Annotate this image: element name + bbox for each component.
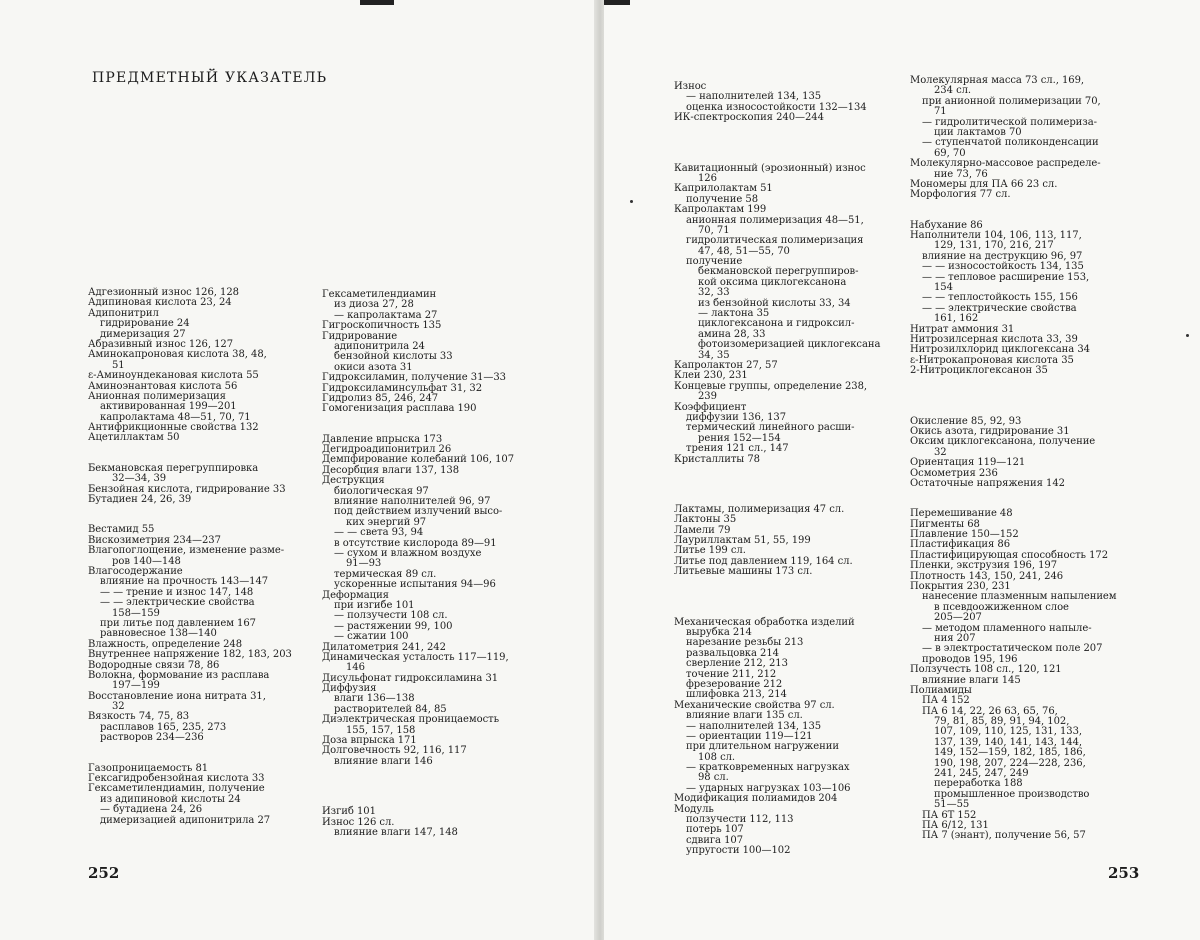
index-entry: оценка износостойкости 132—134 — [686, 101, 867, 113]
index-entry: — ползучести 108 сл. — [334, 610, 448, 622]
index-entry: гидролитическая полимеризация — [686, 235, 864, 247]
entry-gap — [674, 144, 896, 164]
index-entry: шлифовка 213, 214 — [686, 689, 787, 701]
index-entry: влияние влаги 135 сл. — [686, 710, 803, 722]
index-entry: 205—207 — [934, 612, 982, 624]
index-entry: ние 73, 76 — [934, 168, 988, 180]
index-entry: биологическая 97 — [334, 485, 429, 497]
index-entry: — — электрические свойства — [100, 597, 255, 609]
index-entry: Перемешивание 48 — [910, 508, 1013, 520]
entry-gap — [322, 787, 548, 807]
index-entry: кой оксима циклогексанона — [698, 276, 847, 288]
index-entry: Молекулярная масса 73 сл., 169, — [910, 75, 1085, 86]
right-page — [604, 0, 1200, 940]
index-entry: — сухом и влажном воздухе — [334, 547, 482, 559]
index-entry: Плотность 143, 150, 241, 246 — [910, 570, 1064, 582]
index-entry: расплавов 165, 235, 273 — [100, 721, 227, 733]
index-entry: Газопроницаемость 81 — [88, 762, 209, 774]
entry-gap — [88, 444, 310, 464]
index-entry: 149, 152—159, 182, 185, 186, — [934, 747, 1086, 759]
index-entry: циклогексанона и гидроксил- — [698, 318, 855, 330]
index-entry: упругости 100—102 — [686, 845, 791, 857]
index-entry: термическая 89 сл. — [334, 568, 437, 580]
index-entry: 2-Нитроциклогексанон 35 — [910, 365, 1048, 377]
index-entry: Диэлектрическая проницаемость — [322, 714, 499, 726]
index-entry: влияние влаги 147, 148 — [334, 826, 458, 838]
index-entry: 154 — [934, 282, 953, 294]
index-entry: ПА 4 152 — [922, 695, 970, 707]
index-entry: — гидролитической полимериза- — [922, 116, 1097, 128]
index-entry: из диоза 27, 28 — [334, 299, 414, 311]
index-entry: Вискозиметрия 234—237 — [88, 534, 221, 546]
index-entry: Бензойная кислота, гидрирование 33 — [88, 483, 286, 495]
index-entry: Капролактам 199 — [674, 204, 767, 216]
index-entry: развальцовка 214 — [686, 647, 779, 659]
index-entry: — бутадиена 24, 26 — [100, 804, 203, 816]
index-entry: Кристаллиты 78 — [674, 453, 760, 465]
index-entry: Деформация — [322, 589, 389, 601]
index-entry: 70, 71 — [698, 224, 730, 236]
index-entry: Гидроксиламин, получение 31—33 — [322, 372, 506, 384]
entry-gap — [910, 201, 1136, 221]
index-entry: равновесное 138—140 — [100, 628, 217, 640]
index-entry: Гексаметилендиамин — [322, 289, 437, 300]
index-entry: 234 сл. — [934, 85, 972, 97]
scan-speck — [1186, 334, 1189, 337]
index-entry: 190, 198, 207, 224—228, 236, — [934, 757, 1086, 769]
index-entry: растворов 234—236 — [100, 732, 204, 744]
index-entry: Внутреннее напряжение 182, 183, 203 — [88, 649, 292, 661]
index-entry: при изгибе 101 — [334, 599, 415, 611]
index-entry: Волокна, формование из расплава — [88, 669, 270, 681]
index-entry: 197—199 — [112, 680, 160, 692]
index-entry: — наполнителей 134, 135 — [686, 91, 822, 103]
index-entry: — — света 93, 94 — [334, 527, 424, 539]
index-entry: капролактама 48—51, 70, 71 — [100, 411, 251, 423]
index-entry: трения 121 сл., 147 — [686, 443, 789, 455]
index-entry: Бутадиен 24, 26, 39 — [88, 494, 192, 506]
index-entry: Гидролиз 85, 246, 247 — [322, 392, 439, 404]
index-entry: димеризацией адипонитрила 27 — [100, 814, 271, 826]
index-entry: Влагосодержание — [88, 565, 183, 577]
index-entry: нанесение плазменным напылением — [922, 591, 1117, 603]
index-entry: — ориентации 119—121 — [686, 730, 813, 742]
index-entry: Антифрикционные свойства 132 — [88, 422, 259, 434]
index-entry: Лауриллактам 51, 55, 199 — [674, 535, 811, 547]
index-entry: Влагопоглощение, изменение разме- — [88, 545, 285, 557]
index-entry: — ступенчатой поликонденсации — [922, 137, 1099, 149]
index-entry: Пленки, экструзия 196, 197 — [910, 560, 1058, 572]
index-entry: Молекулярно-массовое распределе- — [910, 158, 1101, 170]
index-entry: ции лактамов 70 — [934, 126, 1022, 138]
index-entry: диффузии 136, 137 — [686, 411, 787, 423]
index-entry: — в электростатическом поле 207 — [922, 643, 1103, 655]
index-entry: Давление впрыска 173 — [322, 433, 443, 445]
index-entry: Долговечность 92, 116, 117 — [322, 745, 467, 757]
entry-gap — [88, 744, 310, 764]
index-entry: Литье под давлением 119, 164 сл. — [674, 555, 853, 567]
index-entry: Набухание 86 — [910, 219, 983, 231]
entry-gap — [322, 415, 548, 435]
index-entry: Износ 126 сл. — [322, 816, 395, 828]
index-entry: бензойной кислоты 33 — [334, 351, 453, 363]
entry-gap — [910, 397, 1136, 417]
index-entry: Дегидроадипонитрил 26 — [322, 444, 452, 456]
index-entry: Нитрозилсерная кислота 33, 39 — [910, 333, 1078, 345]
index-entry: Аминокапроновая кислота 38, 48, — [88, 349, 267, 361]
index-entry: при длительном нагружении — [686, 741, 839, 753]
page-number-right: 253 — [1108, 864, 1140, 882]
index-entry: 32—34, 39 — [112, 473, 167, 485]
index-entry: 241, 245, 247, 249 — [934, 768, 1029, 780]
index-entry: из бензойной кислоты 33, 34 — [698, 297, 851, 309]
index-entry: Абразивный износ 126, 127 — [88, 338, 234, 350]
index-entry: ПА 6Т 152 — [922, 809, 977, 821]
index-entry: Покрытия 230, 231 — [910, 581, 1011, 593]
index-entry: 239 — [698, 391, 717, 403]
index-entry: Механические свойства 97 сл. — [674, 699, 835, 711]
index-entry: Адипиновая кислота 23, 24 — [88, 297, 232, 309]
index-entry: Ламели 79 — [674, 524, 731, 536]
index-entry: — лактона 35 — [698, 308, 770, 320]
index-entry: Гексагидробензойная кислота 33 — [88, 773, 265, 785]
index-entry: Анионная полимеризация — [88, 390, 226, 402]
index-entry: Литье 199 сл. — [674, 545, 746, 557]
index-entry: промышленное производство — [934, 788, 1090, 800]
index-entry: ров 140—148 — [112, 555, 181, 567]
entry-gap — [674, 598, 896, 618]
index-entry: Модуль — [674, 803, 714, 815]
index-entry: Адгезионный износ 126, 128 — [88, 287, 239, 298]
entry-gap — [674, 578, 896, 598]
index-entry: Морфология 77 сл. — [910, 189, 1011, 201]
index-entry: Вестамид 55 — [88, 524, 155, 536]
index-entry: Изгиб 101 — [322, 806, 376, 818]
index-entry: Износ — [674, 81, 707, 92]
index-entry: — — износостойкость 134, 135 — [922, 261, 1084, 273]
index-entry: Гексаметилендиамин, получение — [88, 783, 265, 795]
index-entry: Пластифицирующая способность 172 — [910, 549, 1109, 561]
index-entry: — сжатии 100 — [334, 631, 409, 643]
index-entry: Дисульфонат гидроксиламина 31 — [322, 672, 499, 684]
entry-gap — [88, 505, 310, 525]
scan-speck — [630, 200, 633, 203]
index-entry: Дилатометрия 241, 242 — [322, 641, 446, 653]
index-entry: Каприлолактам 51 — [674, 183, 773, 195]
index-entry: Осмометрия 236 — [910, 467, 998, 479]
index-entry: 98 сл. — [698, 772, 729, 784]
index-entry: Концевые группы, определение 238, — [674, 380, 868, 392]
entry-gap — [674, 124, 896, 144]
index-entry: Мономеры для ПА 66 23 сл. — [910, 178, 1058, 190]
index-entry: влаги 136—138 — [334, 693, 415, 705]
index-entry: 71 — [934, 106, 947, 118]
scan-top-mark — [604, 0, 630, 5]
index-entry: Демпфирование колебаний 106, 107 — [322, 454, 515, 466]
index-entry: сдвига 107 — [686, 834, 744, 846]
index-entry: бекмановской перегруппиров- — [698, 266, 859, 278]
index-entry: — ударных нагрузках 103—106 — [686, 782, 851, 794]
index-column-2 — [322, 290, 548, 838]
index-entry: димеризация 27 — [100, 328, 186, 340]
index-entry: ких энергий 97 — [346, 516, 427, 528]
index-entry: анионная полимеризация 48—51, — [686, 214, 864, 226]
index-entry: влияние наполнителей 96, 97 — [334, 496, 491, 508]
index-entry: 137, 139, 140, 141, 143, 144, — [934, 736, 1083, 748]
index-entry: Аминоэнантовая кислота 56 — [88, 380, 238, 392]
index-entry: Полиамиды — [910, 684, 972, 696]
index-entry: Окись азота, гидрирование 31 — [910, 425, 1070, 437]
index-entry: фотоизомеризацией циклогексана — [698, 339, 881, 351]
entry-gap — [322, 767, 548, 787]
index-entry: Коэффициент — [674, 401, 747, 413]
index-entry: 34, 35 — [698, 349, 730, 361]
index-entry: Лактамы, полимеризация 47 сл. — [674, 503, 845, 515]
index-entry: Ориентация 119—121 — [910, 457, 1026, 469]
index-entry: — наполнителей 134, 135 — [686, 720, 822, 732]
left-page — [0, 0, 596, 940]
index-entry: в псевдоожиженном слое — [934, 601, 1069, 613]
index-entry: Диффузия — [322, 683, 377, 695]
index-entry: нарезание резьбы 213 — [686, 637, 804, 649]
index-entry: 32 — [934, 446, 947, 458]
index-entry: точение 211, 212 — [686, 668, 777, 680]
index-entry: в отсутствие кислорода 89—91 — [334, 537, 497, 549]
index-entry: Гидрирование — [322, 330, 398, 342]
index-entry: амина 28, 33 — [698, 328, 766, 340]
index-entry: вырубка 214 — [686, 627, 752, 639]
index-entry: Водородные связи 78, 86 — [88, 659, 220, 671]
entry-gap — [910, 489, 1136, 509]
index-entry: ускоренные испытания 94—96 — [334, 579, 496, 591]
entry-gap — [910, 377, 1136, 397]
index-entry: Влажность, определение 248 — [88, 638, 243, 650]
index-entry: 79, 81, 85, 89, 91, 94, 102, — [934, 716, 1070, 728]
index-entry: Модификация полиамидов 204 — [674, 793, 838, 805]
index-entry: ПА 6 14, 22, 26 63, 65, 76, — [922, 705, 1058, 717]
index-entry: Деструкция — [322, 475, 385, 487]
index-entry: 51 — [112, 359, 125, 371]
index-entry: — кратковременных нагрузках — [686, 762, 850, 774]
index-entry: — — трение и износ 147, 148 — [100, 586, 254, 598]
index-entry: Восстановление иона нитрата 31, — [88, 690, 266, 702]
index-entry: 51—55 — [934, 799, 970, 811]
entry-gap — [674, 485, 896, 505]
index-entry: 161, 162 — [934, 313, 979, 325]
index-entry: ПА 6/12, 131 — [922, 820, 989, 831]
index-entry: 91—93 — [346, 558, 382, 570]
index-entry: 69, 70 — [934, 147, 966, 159]
index-entry: Пигменты 68 — [910, 518, 980, 530]
index-entry: адипонитрила 24 — [334, 340, 425, 352]
index-entry: Вязкость 74, 75, 83 — [88, 711, 190, 723]
index-entry: фрезерование 212 — [686, 678, 783, 690]
index-column-3 — [674, 82, 896, 857]
index-entry: 126 — [698, 172, 717, 184]
index-entry: гидрирование 24 — [100, 318, 190, 330]
index-entry: — растяжении 99, 100 — [334, 620, 453, 632]
index-entry: Клеи 230, 231 — [674, 370, 748, 382]
index-entry: влияние влаги 145 — [922, 674, 1021, 686]
index-entry: Остаточные напряжения 142 — [910, 477, 1065, 489]
index-entry: Десорбция влаги 137, 138 — [322, 464, 460, 476]
index-entry: Пластификация 86 — [910, 539, 1011, 551]
index-entry: Лактоны 35 — [674, 514, 737, 526]
index-entry: влияние на деструкцию 96, 97 — [922, 250, 1083, 262]
index-entry: ε-Аминоундекановая кислота 55 — [88, 370, 259, 382]
index-entry: ε-Нитрокапроновая кислота 35 — [910, 354, 1074, 366]
page-number-left: 252 — [88, 864, 120, 882]
index-entry: Гомогенизация расплава 190 — [322, 403, 477, 415]
index-entry: Кавитационный (эрозионный) износ — [674, 162, 866, 174]
index-entry: 146 — [346, 662, 365, 674]
index-entry: 107, 109, 110, 125, 131, 133, — [934, 726, 1083, 738]
index-entry: Капролактон 27, 57 — [674, 359, 778, 371]
index-entry: из адипиновой кислоты 24 — [100, 793, 241, 805]
index-entry: растворителей 84, 85 — [334, 703, 447, 715]
index-entry: — методом пламенного напыле- — [922, 622, 1092, 634]
index-entry: — капролактама 27 — [334, 309, 438, 321]
entry-gap — [674, 465, 896, 485]
index-entry: при литье под давлением 167 — [100, 617, 256, 629]
index-entry: 32 — [112, 701, 125, 713]
index-entry: Ацетиллактам 50 — [88, 432, 180, 444]
index-entry: Гидроксиламинсульфат 31, 32 — [322, 382, 483, 394]
index-entry: потерь 107 — [686, 824, 744, 836]
index-entry: Нитрозилхлорид циклогексана 34 — [910, 344, 1090, 356]
index-entry: Плавление 150—152 — [910, 529, 1019, 541]
index-entry: Доза впрыска 171 — [322, 735, 417, 747]
index-entry: 32, 33 — [698, 287, 730, 299]
index-entry: Адипонитрил — [88, 307, 159, 319]
index-entry: 155, 157, 158 — [346, 724, 416, 736]
index-entry: Нитрат аммония 31 — [910, 323, 1015, 335]
index-entry: ИК-спектроскопия 240—244 — [674, 112, 824, 124]
index-entry: 108 сл. — [698, 751, 736, 763]
index-entry: окиси азота 31 — [334, 361, 413, 373]
index-entry: получение 58 — [686, 193, 759, 205]
index-entry: термический линейного расши- — [686, 422, 855, 434]
index-entry: Литьевые машины 173 сл. — [674, 566, 813, 578]
index-entry: Механическая обработка изделий — [674, 616, 855, 628]
index-entry: получение — [686, 256, 743, 268]
index-entry: влияние влаги 146 — [334, 755, 433, 767]
index-entry: ПА 7 (энант), получение 56, 57 — [922, 830, 1086, 842]
index-entry: Ползучесть 108 сл., 120, 121 — [910, 664, 1062, 676]
index-column-1 — [88, 288, 310, 826]
index-entry: 158—159 — [112, 607, 160, 619]
index-entry: сверление 212, 213 — [686, 658, 788, 670]
index-entry: Оксим циклогексанона, получение — [910, 436, 1096, 448]
index-entry: 129, 131, 170, 216, 217 — [934, 240, 1054, 252]
index-heading: ПРЕДМЕТНЫЙ УКАЗАТЕЛЬ — [92, 70, 328, 86]
index-entry: под действием излучений высо- — [334, 506, 503, 518]
index-entry: — — теплостойкость 155, 156 — [922, 292, 1078, 304]
scan-top-mark — [360, 0, 394, 5]
index-entry: — — тепловое расширение 153, — [922, 271, 1090, 283]
index-entry: ния 207 — [934, 632, 976, 644]
index-entry: переработка 188 — [934, 778, 1023, 790]
index-entry: рения 152—154 — [698, 432, 781, 444]
index-entry: Бекмановская перегруппировка — [88, 462, 259, 474]
index-entry: Окисление 85, 92, 93 — [910, 415, 1022, 427]
index-entry: проводов 195, 196 — [922, 653, 1018, 665]
index-entry: влияние на прочность 143—147 — [100, 576, 269, 588]
index-entry: Гигроскопичность 135 — [322, 320, 442, 332]
index-column-4 — [910, 76, 1136, 842]
index-entry: активированная 199—201 — [100, 401, 237, 413]
index-entry: — — электрические свойства — [922, 302, 1077, 314]
index-entry: Динамическая усталость 117—119, — [322, 651, 509, 663]
index-entry: 47, 48, 51—55, 70 — [698, 245, 790, 257]
index-entry: при анионной полимеризации 70, — [922, 95, 1101, 107]
index-entry: Наполнители 104, 106, 113, 117, — [910, 230, 1082, 242]
index-entry: ползучести 112, 113 — [686, 814, 794, 826]
